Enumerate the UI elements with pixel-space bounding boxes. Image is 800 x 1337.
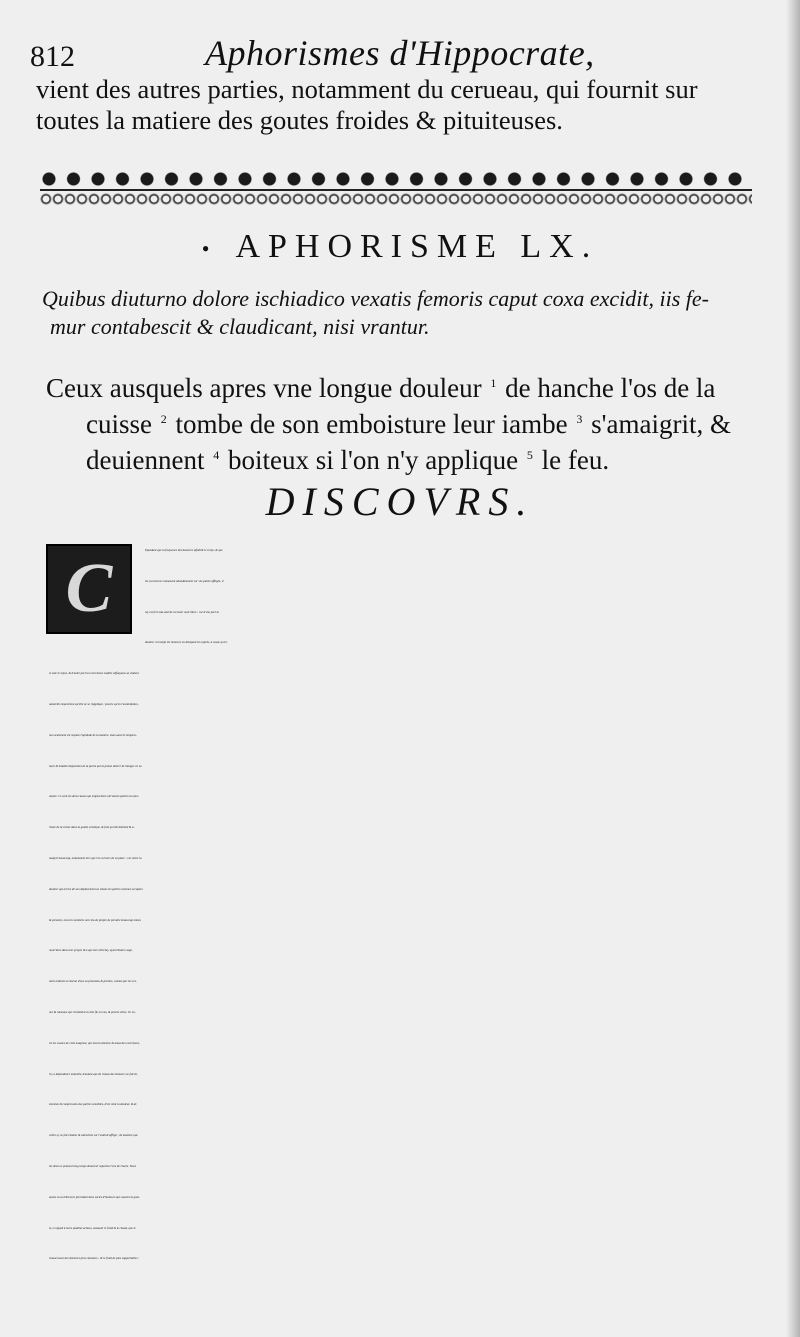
- text-line: nature. Ce sont les deux causes qui empeschent entr'autres parties la nour-: [49, 794, 140, 799]
- carry-over-text: [36, 74, 766, 136]
- footnote-marker: 1: [490, 376, 497, 390]
- text-line: nes & rameaux qui s'insinüent à cette fin en eux, & proche d'eux. Or en-: [49, 1009, 136, 1014]
- aphorism-heading-text: APHORISME LX.: [235, 228, 599, 265]
- text-line: maigrit beaucoup, notamment lors que l'os est hors de sa place : car outre la: [49, 855, 142, 860]
- discours-body: [0, 535, 800, 1274]
- text-line: douleur qui arriue de son déplacement en estans les parties voisines occupées: [49, 886, 143, 891]
- text-line: non seulement est requise l'aptitude de la matiere, mais aussi le tempera-: [49, 732, 137, 737]
- text-line: stension & compression des parties sensibles, d'où vient la douleur, & de: [49, 1102, 137, 1107]
- text-line: & pressées, tous les membres ont cela de propre de prendre beaucoup mieux: [49, 917, 141, 922]
- french-translation: [46, 368, 776, 476]
- running-title: Aphorismes d'Hippocrate,: [205, 33, 595, 73]
- text-segment: Ceux ausquels apres vne longue douleur: [46, 373, 489, 403]
- text-line: nourriture dans leur propre lieu que hors d'iceluy, ayant Nature sage-: [49, 948, 133, 953]
- text-line: riture de la cuisse dans la goutte sciatique, & font qu'elle diminuë & a-: [49, 825, 135, 830]
- scroll-band: [40, 192, 752, 206]
- text-line: celles-cy se fait chaleur & attraction sur l'endroit affligé ; de maniere que: [49, 1133, 138, 1138]
- text-segment: deuiennent: [86, 445, 212, 475]
- text-line: toutes la matiere des goutes froides & pituiteuses.: [36, 105, 563, 135]
- text-line: les excremens s'amassent abondamment sur vne partie affligée, il: [145, 578, 224, 583]
- text-line: le oste le repos, & d'autre part les excremens susdits suffoquans sa chaleur: [49, 671, 140, 676]
- text-segment: cuisse: [86, 409, 159, 439]
- text-line: chaud cause des douleurs plus cuisantes ; & le froid de plus supportables :: [49, 1256, 140, 1261]
- text-line: luy est fort mal-aisé de receuoir nourriture : car d'vne part la: [145, 609, 219, 614]
- decorative-headpiece-ornament: [40, 168, 752, 208]
- latin-aphorism: [42, 285, 772, 341]
- text-line: les deux ne peuuent long temps demeurer separées l'vne de l'autre. Nous: [49, 1163, 136, 1168]
- text-line: tre les causes de cette maigreur, qui sont la douleur & amas des excremens,: [49, 1040, 140, 1045]
- bullet-icon: •: [201, 236, 218, 262]
- ornament-rule: [40, 189, 752, 191]
- text-segment: tombe de son emboisture leur iambe: [168, 409, 575, 439]
- text-line: ment & loüable disposition de la partie qui la puisse alterer & changer en sa: [49, 763, 142, 768]
- page-number: 812: [30, 40, 75, 73]
- text-line: mur contabescit & claudicant, nisi vrantur.: [50, 314, 430, 339]
- footnote-marker: 5: [526, 448, 533, 462]
- footnote-marker: 3: [576, 412, 583, 426]
- text-line: naturelle empeschent qu'elle ne se l'applique ; pource qu'en l'assimilation,: [49, 701, 139, 706]
- text-line: [46, 368, 776, 404]
- text-line: [46, 404, 776, 440]
- text-line: vient des autres parties, notamment du cerueau, qui fournit sur: [36, 74, 698, 104]
- discours-heading: DISCOVRS.: [265, 479, 535, 524]
- text-line: il y a dépendance mutuelle, d'autant que de l'amas des humeurs se fait di-: [49, 1071, 138, 1076]
- text-line: Quibus diuturno dolore ischiadico vexatis femoris caput coxa excidit, iis fe-: [42, 286, 710, 311]
- drop-cap-letter: C: [65, 550, 113, 627]
- footnote-marker: 4: [213, 448, 220, 462]
- text-segment: de hanche l'os de la: [498, 373, 716, 403]
- aphorism-heading: [0, 228, 800, 266]
- text-line: douleur corrompt les humeurs en dissipant les esprits, à cause qu'el-: [145, 640, 228, 645]
- text-line: ment ordonné à chacun d'eux sa prouision & portion, comme par les vei-: [49, 979, 137, 984]
- text-line: Ependant que la frequence des douleurs affoiblit le corps, & que: [145, 548, 223, 552]
- page-header: [30, 30, 770, 73]
- text-line: [46, 440, 776, 476]
- text-line: auons eu au Discours precedant deux sortes d'humeurs qui causent la gout-: [49, 1194, 140, 1199]
- text-segment: s'amaigrit, &: [584, 409, 731, 439]
- text-segment: boiteux si l'on n'y applique: [221, 445, 525, 475]
- text-segment: le feu.: [534, 445, 610, 475]
- footnote-marker: 2: [160, 412, 167, 426]
- text-line: te, eu égard à leurs qualitez actiues, assauoir le froid & le chaud, que le: [49, 1225, 136, 1230]
- fleuron-band: [40, 168, 752, 190]
